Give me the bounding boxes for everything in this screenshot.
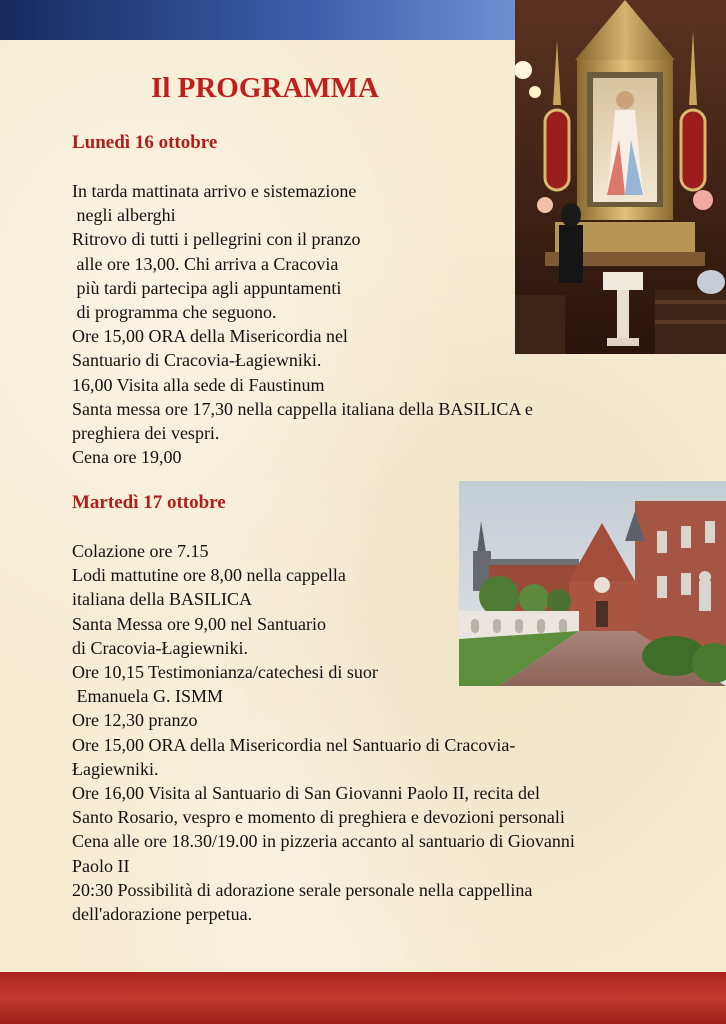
day-heading-monday: Lunedì 16 ottobre — [72, 132, 218, 153]
schedule-line: Paolo II — [72, 855, 130, 876]
page-title: Il PROGRAMMA — [151, 72, 379, 104]
bottom-red-band — [0, 972, 726, 1024]
schedule-line: Santa Messa ore 9,00 nel Santuario — [72, 613, 326, 634]
schedule-line: Ritrovo di tutti i pellegrini con il pranzo — [72, 229, 361, 250]
schedule-line: 20:30 Possibilità di adorazione serale personale nella cappellina — [72, 879, 533, 900]
schedule-line: 16,00 Visita alla sede di Faustinum — [72, 374, 325, 395]
schedule-line: Łagiewniki. — [72, 758, 159, 779]
schedule-line: Santo Rosario, vespro e momento di preghiera e devozioni personali — [72, 807, 565, 828]
schedule-line: di Cracovia-Łagiewniki. — [72, 637, 248, 658]
schedule-line: preghiera dei vespri. — [72, 423, 220, 444]
schedule-line: Ore 15,00 ORA della Misericordia nel Santuario di Cracovia- — [72, 734, 516, 755]
schedule-line: più tardi partecipa agli appuntamenti — [72, 277, 342, 298]
schedule-line: Emanuela G. ISMM — [72, 686, 223, 707]
schedule-line: Lodi mattutine ore 8,00 nella cappella — [72, 565, 346, 586]
schedule-line: Ore 15,00 ORA della Misericordia nel — [72, 326, 348, 347]
schedule-line: Ore 12,30 pranzo — [72, 710, 198, 731]
schedule-line: Colazione ore 7.15 — [72, 541, 209, 561]
schedule-line: Santuario di Cracovia-Łagiewniki. — [72, 350, 322, 371]
chapel-altar-photo — [515, 0, 726, 354]
schedule-line: Cena alle ore 18.30/19.00 in pizzeria accanto al santuario di Giovanni — [72, 831, 575, 852]
schedule-line: Cena ore 19,00 — [72, 447, 182, 468]
schedule-line: Ore 16,00 Visita al Santuario di San Giovanni Paolo II, recita del — [72, 783, 540, 804]
schedule-line: negli alberghi — [72, 205, 176, 226]
schedule-line: italiana della BASILICA — [72, 589, 252, 610]
sanctuary-courtyard-photo — [459, 481, 726, 686]
schedule-line: Santa messa ore 17,30 nella cappella italiana della BASILICA e — [72, 398, 533, 419]
top-blue-band — [0, 0, 515, 40]
day-heading-tuesday: Martedì 17 ottobre — [72, 492, 226, 513]
schedule-line: Ore 10,15 Testimonianza/catechesi di suor — [72, 662, 378, 683]
schedule-line: di programma che seguono. — [72, 302, 277, 323]
schedule-line: In tarda mattinata arrivo e sistemazione — [72, 181, 357, 201]
schedule-line: alle ore 13,00. Chi arriva a Cracovia — [72, 253, 339, 274]
monday-schedule — [72, 179, 533, 469]
schedule-line: dell'adorazione perpetua. — [72, 904, 253, 925]
